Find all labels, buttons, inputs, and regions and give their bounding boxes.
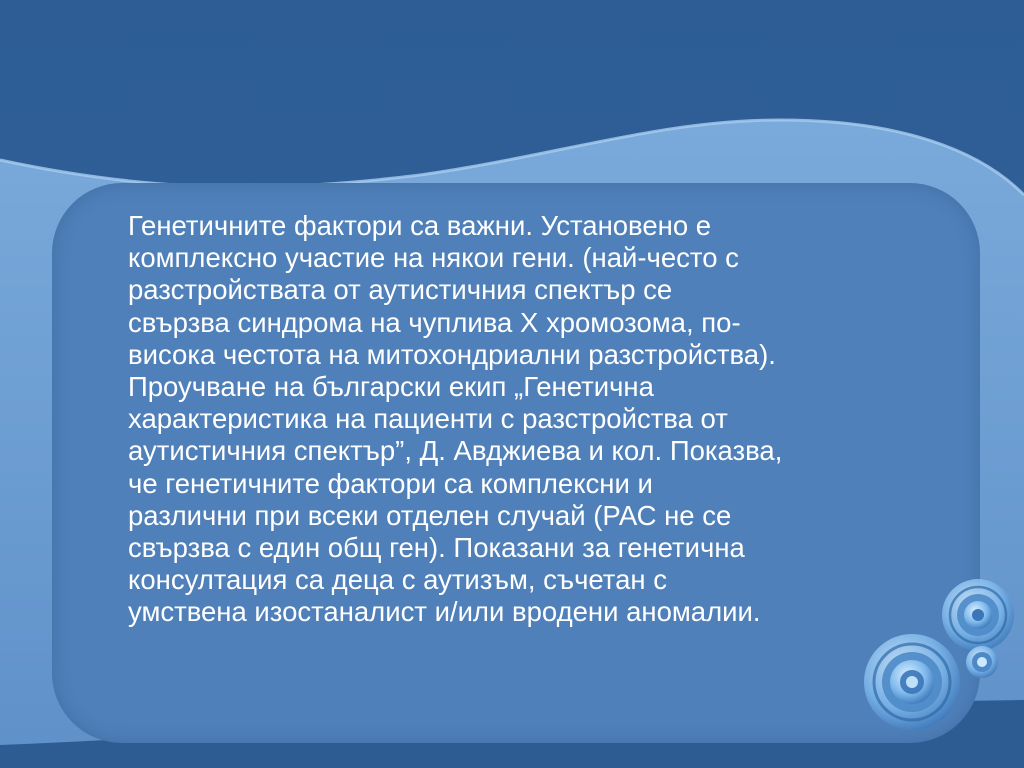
slide-body-text: Генетичните фактори са важни. Установено е комплексно участие на някои гени. (най-често с разстройствата от аутистичния спектър се свързва синдрома на чуплива Х хромозома, по- висока честота на митохондриални разстройства). Проучване на български екип „Генетична характеристика на пациенти с разстройства от аутистичния спектър”, Д. Авджиева и кол. Показва, че генетичните фактори са комплексни и различни при всеки отделен случай (РАС не се свързва с един общ ген). Показани за генетична консултация са деца с аутизъм, съчетан с умствена изостаналист и/или вродени аномалии. <box>128 210 783 628</box>
concentric-rings-icon <box>850 560 1024 768</box>
